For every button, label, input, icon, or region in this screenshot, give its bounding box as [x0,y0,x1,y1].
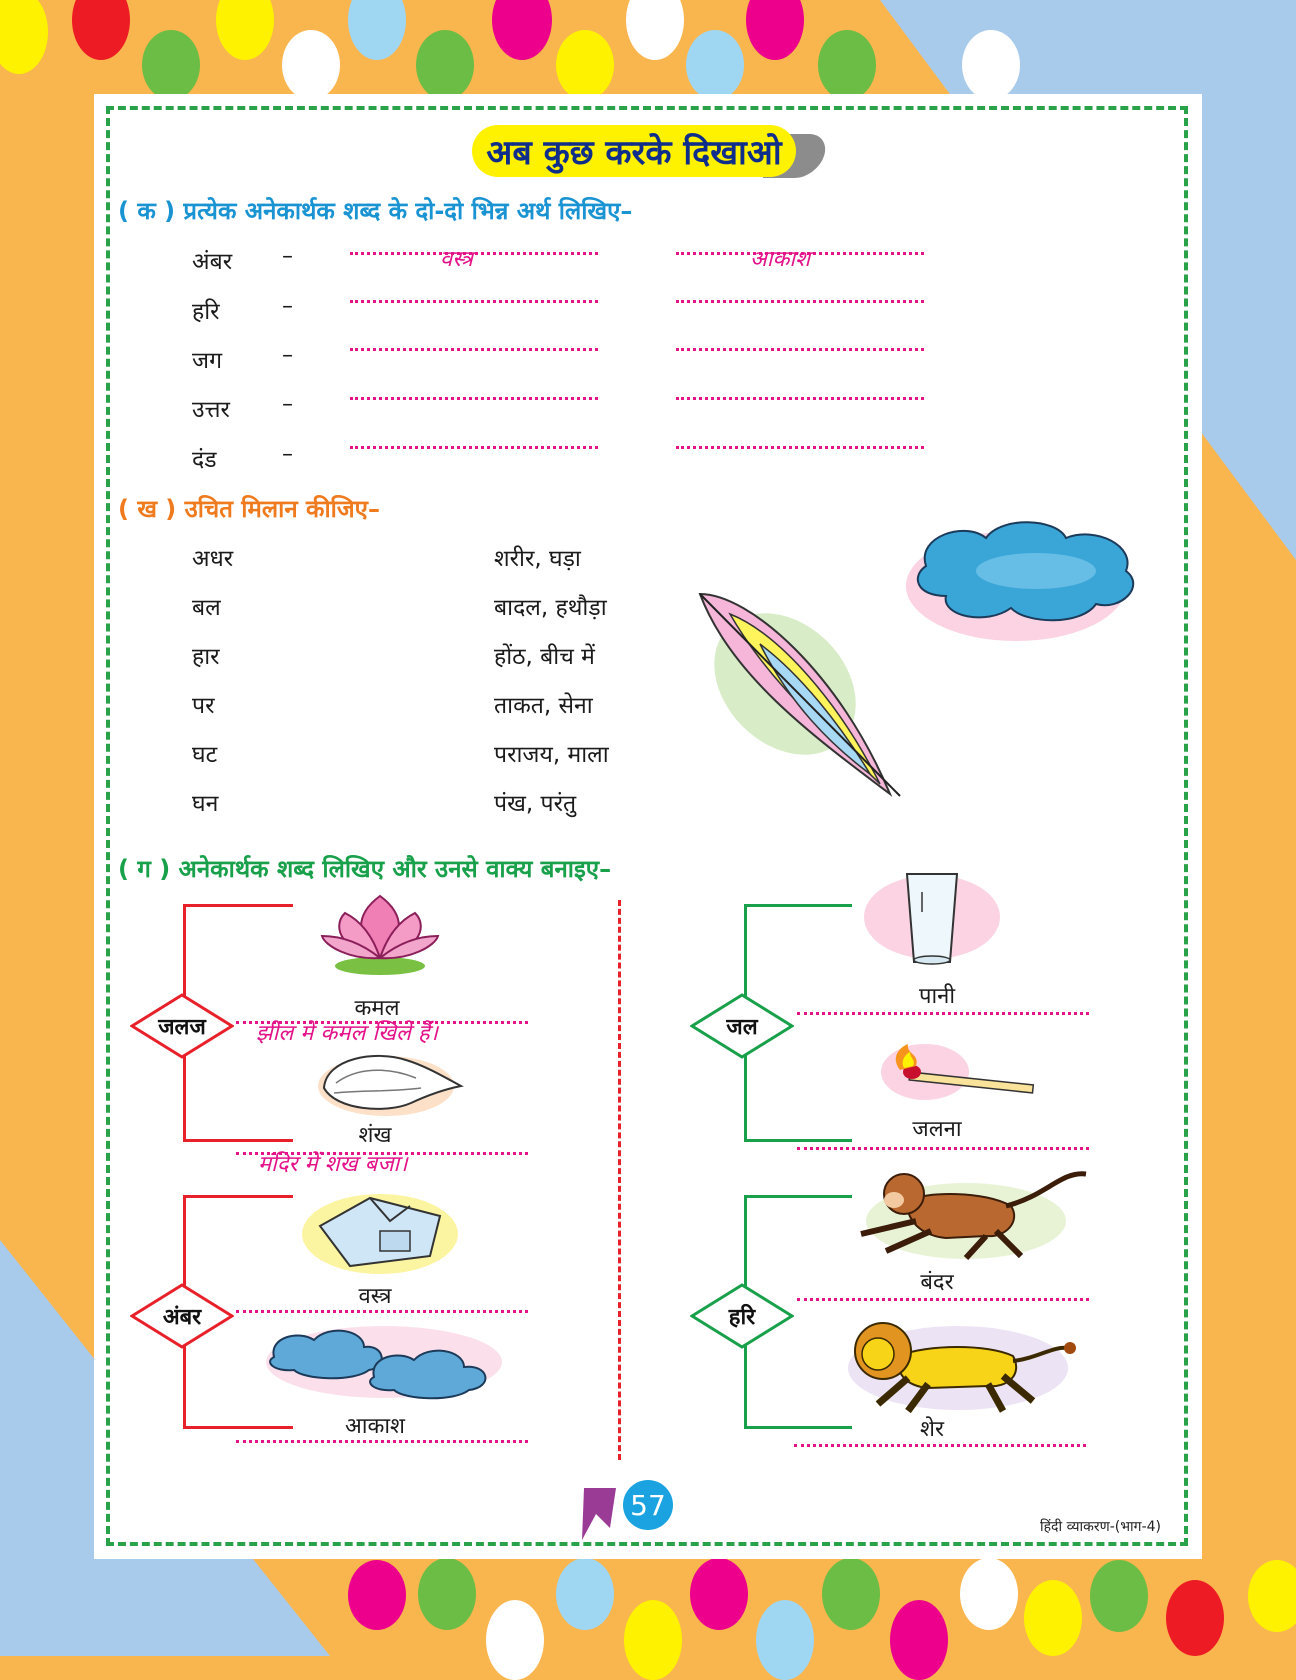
match-right-item[interactable]: पराजय, माला [494,742,609,768]
monkey-illustration [846,1166,1094,1262]
section-b-heading: ( ख ) उचित मिलान कीजिए– [118,495,380,523]
decor-dot [818,30,876,100]
dash: – [282,244,293,269]
match-left-item[interactable]: अधर [192,546,234,572]
decor-dot [416,30,474,100]
conch-illustration [316,1048,466,1118]
word-diamond [130,1283,234,1349]
sentence-answer: मंदिर में शंख बजा। [258,1152,408,1177]
decor-dot [1090,1560,1148,1632]
meaning-caption: पानी [918,984,956,1009]
diamond-word: जलज [158,1015,206,1040]
page-number: 57 [623,1480,673,1530]
match-left-item[interactable]: हार [192,644,220,670]
dash: – [282,294,293,319]
diamond-word: अंबर [162,1305,202,1330]
decor-dot [1248,1560,1296,1632]
decor-dot [1166,1580,1224,1656]
meaning-caption: शेर [920,1417,944,1442]
match-right-item[interactable]: ताकत, सेना [494,693,593,719]
decor-dot [962,30,1020,100]
matchstick-illustration [880,1042,1036,1102]
answer-line-2[interactable] [676,300,924,303]
dash: – [282,392,293,417]
sentence-line[interactable] [794,1444,1086,1447]
answer-line-2[interactable] [676,446,924,449]
sentence-line[interactable] [797,1147,1089,1150]
decor-dot [890,1600,948,1680]
decor-dot [486,1600,544,1680]
word-label: जग [192,348,223,374]
bracket-top-line [744,1195,852,1198]
glass-illustration [862,872,1002,972]
clouds-illustration [264,1322,504,1402]
sentence-line[interactable] [236,1440,528,1443]
bracket-top-line [744,904,852,907]
answer-line-1[interactable] [350,252,598,255]
match-right-item[interactable]: शरीर, घड़ा [494,546,581,572]
decor-dot [418,1558,476,1630]
bookmark-icon [580,1488,620,1542]
bracket-bottom-line [183,1426,293,1429]
decor-dot [626,0,684,60]
answer-line-2[interactable] [676,397,924,400]
dash: – [282,442,293,467]
decor-dot [0,0,48,74]
decor-dot [822,1558,880,1630]
bracket-bottom-line [183,1139,293,1142]
bracket-top-line [183,904,293,907]
bracket-bottom-line [744,1426,852,1429]
meaning-caption: जलना [912,1117,962,1142]
match-left-item[interactable]: बल [192,595,221,621]
sentence-answer: झील में कमल खिले हैं। [256,1021,438,1046]
match-right-item[interactable]: बादल, हथौड़ा [494,595,607,621]
answer-1: वस्त्र [440,247,473,272]
sentence-line[interactable] [797,1012,1089,1015]
word-label: दंड [192,447,217,473]
answer-2: आकाश [750,247,811,272]
word-label: हरि [192,299,220,325]
answer-line-1[interactable] [350,397,598,400]
cloud-illustration [906,516,1146,646]
decor-dot [686,30,744,100]
lotus-illustration [320,888,440,978]
decor-dot [556,1558,614,1630]
answer-line-2[interactable] [676,348,924,351]
match-right-item[interactable]: पंख, परंतु [494,791,577,817]
word-diamond [130,993,234,1059]
meaning-caption: कमल [354,996,400,1021]
diamond-word: जल [726,1015,758,1040]
word-label: उत्तर [192,397,230,423]
decor-dot [746,0,804,60]
word-diamond [690,1283,794,1349]
decor-dot [348,0,406,60]
feather-illustration [690,584,910,804]
section-c-heading: ( ग ) अनेकार्थक शब्द लिखिए और उनसे वाक्य बनाइए– [118,855,612,883]
answer-line-1[interactable] [350,446,598,449]
bracket-bottom-line [744,1139,852,1142]
decor-dot [690,1558,748,1630]
sentence-line[interactable] [236,1310,528,1313]
decor-dot [72,0,130,60]
meaning-caption: वस्त्र [358,1284,392,1309]
decor-dot [1024,1580,1082,1656]
section-a-heading: ( क ) प्रत्येक अनेकार्थक शब्द के दो-दो भिन्न अर्थ लिखिए– [118,197,633,225]
page-title: अब कुछ करके दिखाओ [472,125,796,177]
decor-dot [216,0,274,60]
meaning-caption: बंदर [920,1270,954,1295]
answer-line-1[interactable] [350,348,598,351]
match-right-item[interactable]: होंठ, बीच में [494,644,595,670]
decor-dot [756,1600,814,1680]
shirt-illustration [300,1186,460,1276]
decor-dot [492,0,552,60]
lion-illustration [838,1316,1078,1416]
sentence-line[interactable] [797,1298,1089,1301]
decor-dot [556,30,614,100]
word-label: अंबर [192,249,233,275]
decor-dot [282,30,340,100]
match-left-item[interactable]: पर [192,693,215,719]
decor-dot [348,1560,406,1630]
bracket-top-line [183,1195,293,1198]
answer-line-1[interactable] [350,300,598,303]
decor-dot [142,30,200,100]
book-footer: हिंदी व्याकरण-(भाग-4) [1040,1519,1161,1535]
decor-dot [624,1600,682,1680]
match-left-item[interactable]: घन [192,791,219,817]
diamond-word: हरि [728,1305,756,1330]
word-diamond [690,993,794,1059]
column-divider [618,900,621,1460]
meaning-caption: शंख [358,1123,392,1148]
dash: – [282,343,293,368]
decor-dot [960,1558,1018,1630]
match-left-item[interactable]: घट [192,742,218,768]
meaning-caption: आकाश [344,1414,406,1439]
